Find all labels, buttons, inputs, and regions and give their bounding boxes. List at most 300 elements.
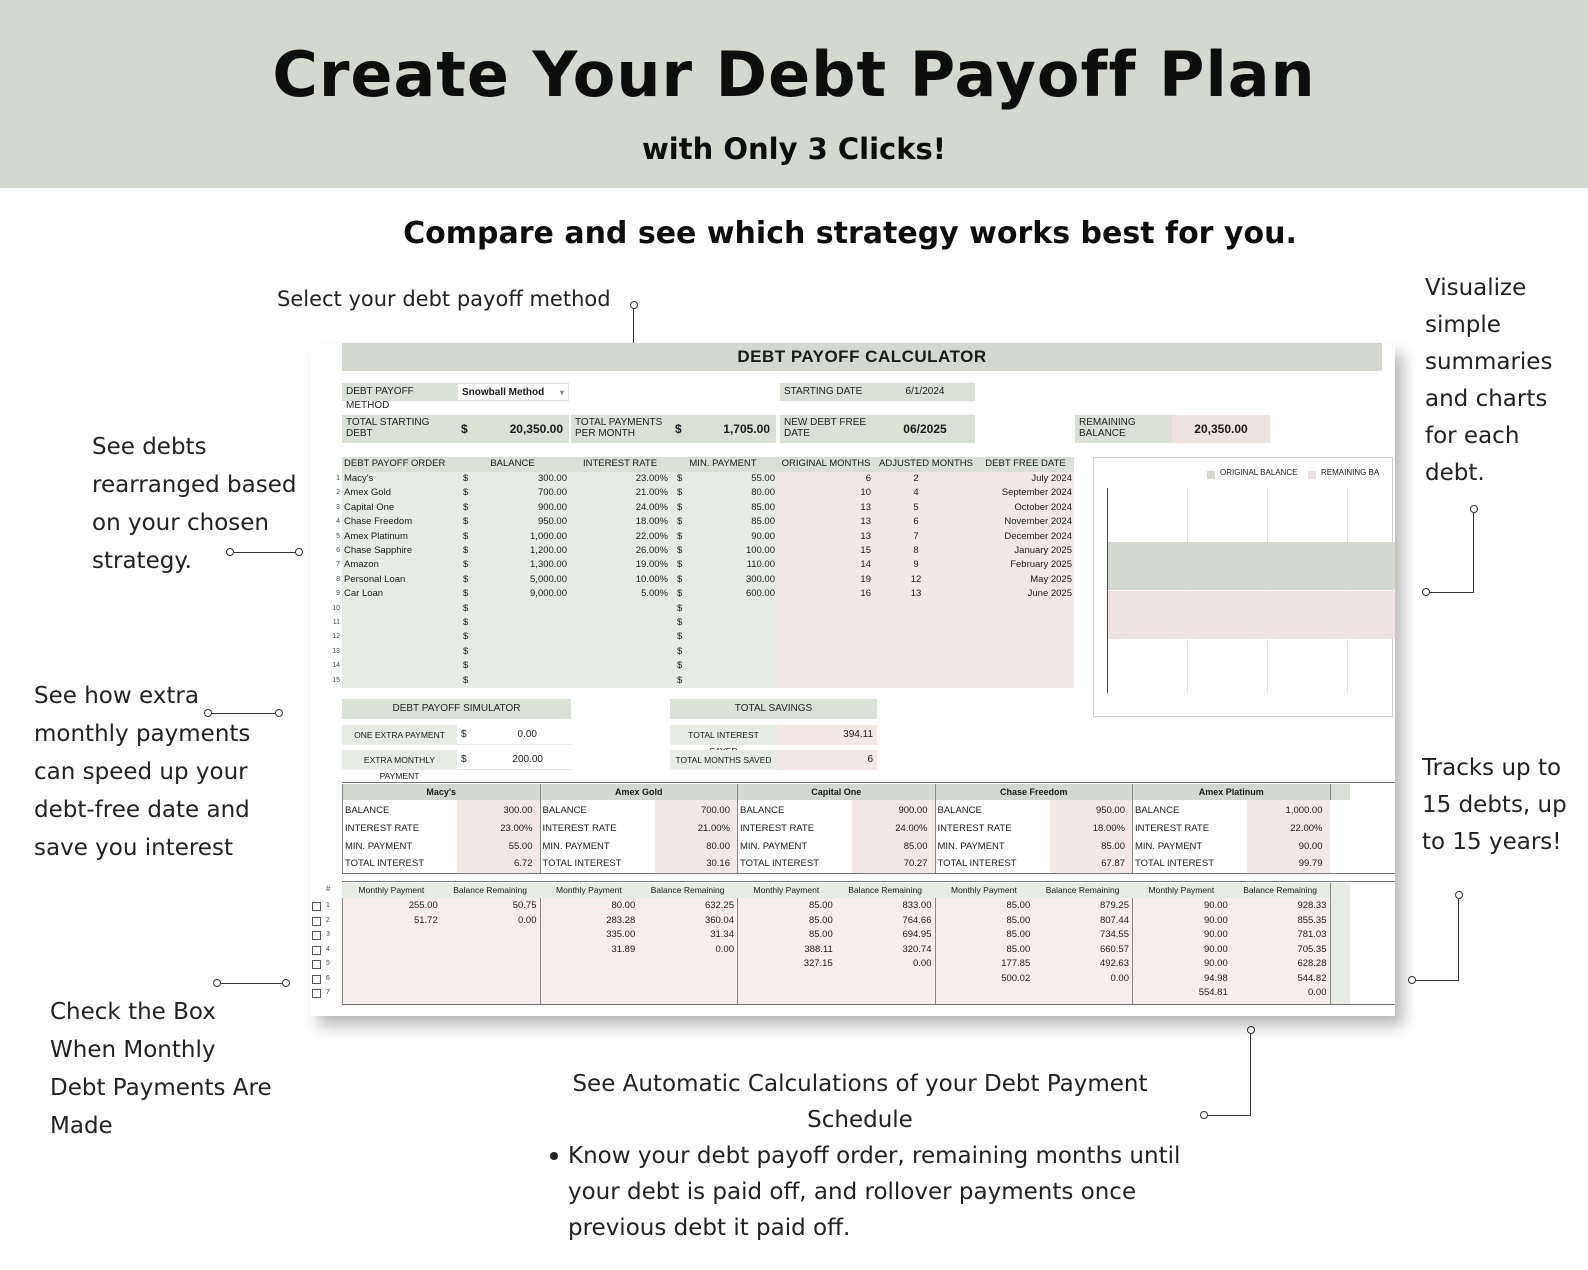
- connector-dot: [282, 979, 290, 987]
- row-number: 8: [336, 575, 340, 583]
- starting-date-label: STARTING DATE: [780, 383, 875, 401]
- debt-free-date: [977, 602, 1072, 616]
- debt-name[interactable]: Personal Loan: [344, 573, 406, 585]
- balance-remaining: [441, 928, 537, 943]
- one-extra-input[interactable]: $ 0.00: [457, 725, 571, 745]
- debt-name[interactable]: [344, 630, 459, 644]
- row-number: 3: [336, 503, 340, 511]
- debt-min-payment[interactable]: 85.00: [751, 516, 775, 528]
- monthly-payment: [935, 986, 1031, 1001]
- total-payments-value: $ 1,705.00: [671, 415, 776, 443]
- original-months: 16: [860, 588, 871, 600]
- table-header: MIN. PAYMENT: [689, 458, 757, 469]
- balance-remaining: 807.44: [1099, 914, 1129, 926]
- debt-min-payment[interactable]: 110.00: [746, 559, 775, 571]
- method-label: DEBT PAYOFF METHOD: [342, 383, 457, 401]
- connector-dot: [1408, 976, 1416, 984]
- currency-symbol: $: [677, 487, 683, 499]
- panel-title: Capital One: [737, 784, 935, 800]
- connector-dot: [1455, 891, 1463, 899]
- schedule-hash: #: [326, 884, 331, 893]
- debt-name[interactable]: Macy's: [344, 473, 374, 484]
- original-months: [777, 674, 875, 688]
- table-header: ADJUSTED MONTHS: [879, 458, 973, 469]
- callout-automatic: See Automatic Calculations of your Debt Payment Schedule: [572, 1071, 1148, 1133]
- original-months: 13: [860, 501, 871, 513]
- row-number: 13: [332, 647, 340, 655]
- panel-label: MIN. PAYMENT: [740, 840, 808, 852]
- debt-free-date: January 2025: [1014, 545, 1072, 556]
- debt-free-date: [977, 674, 1072, 688]
- monthly-payment: 85.00: [1006, 914, 1031, 926]
- debt-free-date: November 2024: [1004, 516, 1072, 528]
- balance-remaining: [441, 986, 537, 1001]
- schedule-row-number: 6: [326, 974, 330, 982]
- row-number: 10: [332, 604, 340, 612]
- extra-monthly-input[interactable]: $ 200.00: [457, 750, 571, 770]
- panel-min: 90.00: [1298, 840, 1323, 852]
- balance-remaining: [441, 943, 537, 958]
- debt-rate[interactable]: 18.00%: [635, 516, 668, 528]
- balance-remaining: 764.66: [902, 914, 932, 926]
- debt-name[interactable]: [344, 659, 459, 673]
- balance-remaining: [638, 957, 734, 972]
- monthly-payment: 85.00: [808, 900, 833, 911]
- connector-line: [1414, 980, 1459, 981]
- panel-interest: 30.16: [706, 858, 730, 870]
- debt-balance[interactable]: 1,200.00: [530, 545, 567, 556]
- schedule-header: Monthly Payment: [540, 883, 639, 898]
- debt-free-date: May 2025: [1030, 573, 1072, 585]
- monthly-payment: 85.00: [808, 914, 833, 926]
- method-select[interactable]: Snowball Method ▾: [457, 383, 569, 401]
- currency-symbol: $: [677, 573, 683, 585]
- debt-rate[interactable]: 24.00%: [635, 501, 668, 513]
- schedule-row-number: 7: [326, 989, 330, 996]
- debt-free-date: December 2024: [1004, 530, 1072, 542]
- adjusted-months: 4: [913, 487, 919, 499]
- panel-rate: 18.00%: [1092, 822, 1125, 834]
- debt-min-payment[interactable]: 90.00: [751, 530, 775, 542]
- debt-rate[interactable]: [570, 659, 668, 673]
- debt-rate[interactable]: [570, 645, 668, 659]
- balance-remaining: [1033, 986, 1129, 1001]
- debt-name[interactable]: Capital One: [344, 501, 395, 513]
- debt-free-date: February 2025: [1010, 559, 1072, 571]
- debt-min-payment[interactable]: 85.00: [751, 501, 775, 513]
- balance-remaining: [836, 972, 932, 987]
- payment-checkbox[interactable]: [312, 931, 321, 940]
- monthly-payment: 85.00: [1006, 929, 1031, 940]
- monthly-payment: 85.00: [1006, 900, 1031, 911]
- currency-symbol: $: [463, 617, 469, 628]
- debt-name[interactable]: Car Loan: [344, 588, 384, 600]
- monthly-payment: 85.00: [1006, 943, 1031, 955]
- original-months: [777, 630, 875, 644]
- panel-label: MIN. PAYMENT: [345, 840, 413, 852]
- currency-symbol: $: [677, 473, 683, 484]
- panel-partial: [1330, 784, 1350, 800]
- debt-min-payment[interactable]: 300.00: [745, 573, 775, 585]
- connector-line: [212, 713, 276, 714]
- currency-symbol: $: [463, 516, 469, 528]
- original-months: 13: [860, 530, 871, 542]
- balance-remaining: 360.04: [704, 914, 734, 926]
- monthly-payment: [342, 928, 438, 943]
- legend-swatch-original: [1207, 471, 1215, 479]
- panel-rate: 24.00%: [895, 822, 928, 834]
- currency-symbol: $: [463, 660, 469, 672]
- debt-free-date: June 2025: [1027, 588, 1072, 600]
- debt-balance[interactable]: [475, 616, 567, 630]
- schedule-header: Monthly Payment: [342, 883, 441, 898]
- monthly-payment: 90.00: [1203, 914, 1228, 926]
- currency-symbol: $: [677, 617, 683, 628]
- debt-rate[interactable]: [570, 630, 668, 644]
- panel-label: BALANCE: [937, 805, 982, 816]
- debt-balance[interactable]: [475, 630, 567, 644]
- debt-name[interactable]: [344, 602, 459, 616]
- panel-label: MIN. PAYMENT: [1135, 840, 1203, 852]
- panel-interest: 99.79: [1298, 858, 1323, 870]
- adjusted-months: 2: [913, 473, 919, 484]
- monthly-payment: 283.28: [606, 914, 636, 926]
- panel-balance: 900.00: [898, 805, 928, 816]
- schedule-header: Balance Remaining: [836, 883, 935, 898]
- debt-min-payment[interactable]: 600.00: [745, 588, 775, 600]
- balance-remaining: 0.00: [913, 958, 932, 969]
- balance-remaining: 734.55: [1099, 929, 1129, 940]
- panel-label: TOTAL INTEREST: [345, 858, 425, 870]
- monthly-payment: 177.85: [1001, 958, 1031, 969]
- balance-remaining: [441, 957, 537, 972]
- connector-line: [1250, 1034, 1251, 1116]
- monthly-payment: [342, 986, 438, 1001]
- panel-title: Macy's: [342, 784, 540, 800]
- debt-min-payment[interactable]: [690, 630, 775, 644]
- connector-dot: [630, 301, 638, 309]
- debt-rate[interactable]: 19.00%: [635, 559, 668, 571]
- monthly-payment: [737, 972, 833, 987]
- debt-free-date: [977, 645, 1072, 659]
- chevron-down-icon[interactable]: ▾: [559, 388, 564, 397]
- adjusted-months: [875, 659, 977, 673]
- debt-rate[interactable]: 23.00%: [635, 473, 668, 484]
- schedule-header: Monthly Payment: [737, 883, 836, 898]
- currency-symbol: $: [463, 530, 469, 542]
- panel-interest: 67.87: [1101, 858, 1125, 870]
- panel-label: INTEREST RATE: [740, 822, 815, 834]
- debt-balance[interactable]: 700.00: [537, 487, 567, 499]
- monthly-payment: 255.00: [408, 900, 438, 911]
- row-number: 15: [332, 676, 340, 684]
- debt-min-payment[interactable]: 80.00: [751, 487, 775, 499]
- balance-remaining: 928.33: [1297, 900, 1327, 911]
- connector-dot: [295, 548, 303, 556]
- panel-rate: 23.00%: [500, 822, 533, 834]
- adjusted-months: 7: [913, 530, 919, 542]
- starting-date-value[interactable]: 6/1/2024: [875, 383, 975, 401]
- panel-min: 55.00: [508, 840, 533, 852]
- debt-balance[interactable]: 5,000.00: [530, 573, 567, 585]
- row-number: 6: [336, 547, 340, 554]
- debt-free-date: September 2024: [1001, 487, 1072, 499]
- currency-symbol: $: [463, 545, 469, 556]
- debt-min-payment[interactable]: 100.00: [745, 545, 775, 556]
- callout-bullet: Know your debt payoff order, remaining months until your debt is paid off, and rollover payments once previous debt it paid off.: [568, 1143, 1181, 1241]
- debt-min-payment[interactable]: [690, 674, 775, 688]
- panel-balance: 1,000.00: [1285, 805, 1323, 816]
- debt-name[interactable]: Chase Sapphire: [344, 545, 413, 556]
- schedule-header: Balance Remaining: [1231, 883, 1330, 898]
- schedule-partial: [1330, 883, 1350, 1004]
- debt-rate[interactable]: 5.00%: [641, 588, 668, 600]
- panel-title: Amex Platinum: [1132, 784, 1330, 800]
- monthly-payment: 335.00: [606, 929, 636, 940]
- months-saved-label: TOTAL MONTHS SAVED: [670, 750, 777, 770]
- balance-remaining: 0.00: [518, 914, 537, 926]
- row-number: 7: [336, 561, 340, 569]
- panel-title: Amex Gold: [540, 784, 738, 800]
- connector-dot: [275, 709, 283, 717]
- panel-label: INTEREST RATE: [345, 822, 420, 834]
- page-subtitle: with Only 3 Clicks!: [642, 132, 946, 166]
- total-starting-debt-value: $ 20,350.00: [457, 415, 569, 443]
- debt-balance[interactable]: [475, 674, 567, 688]
- monthly-payment: 85.00: [808, 929, 833, 940]
- callout-select-method: Select your debt payoff method: [277, 287, 611, 311]
- monthly-payment: 388.11: [804, 943, 833, 955]
- schedule-row-number: 2: [326, 916, 330, 924]
- table-header: DEBT FREE DATE: [985, 458, 1066, 469]
- debt-min-payment[interactable]: [690, 616, 775, 630]
- total-starting-debt-label: TOTAL STARTING DEBT: [342, 415, 457, 443]
- row-number: 2: [336, 489, 340, 497]
- page-title: Create Your Debt Payoff Plan: [272, 38, 1316, 111]
- panel-label: BALANCE: [542, 805, 587, 816]
- debt-balance[interactable]: 1,000.00: [530, 530, 567, 542]
- connector-line: [1428, 592, 1474, 593]
- payment-checkbox[interactable]: [312, 917, 321, 926]
- callout-see-debts: See debts rearranged based on your chosen strategy.: [92, 434, 297, 574]
- payment-checkbox[interactable]: [312, 975, 321, 984]
- currency-symbol: $: [463, 631, 469, 643]
- schedule-header: Monthly Payment: [935, 883, 1034, 898]
- row-number: 14: [332, 662, 340, 670]
- original-months: [777, 659, 875, 673]
- connector-dot: [226, 548, 234, 556]
- debt-name[interactable]: Chase Freedom: [344, 516, 413, 528]
- panel-rate: 22.00%: [1290, 822, 1323, 834]
- callout-extra-payments: See how extra monthly payments can speed up your debt-free date and save you interest: [34, 683, 251, 861]
- payment-checkbox[interactable]: [312, 946, 321, 955]
- adjusted-months: [875, 674, 977, 688]
- connector-dot: [1247, 1026, 1255, 1034]
- monthly-payment: [342, 957, 438, 972]
- adjusted-months: 12: [910, 573, 922, 585]
- months-saved-value: 6: [777, 750, 877, 770]
- panel-label: INTEREST RATE: [937, 822, 1012, 834]
- debt-rate[interactable]: [570, 616, 668, 630]
- row-number: 12: [332, 633, 340, 641]
- debt-balance[interactable]: 1,300.00: [530, 559, 567, 571]
- monthly-payment: 94.98: [1203, 972, 1228, 984]
- remaining-balance-label: REMAINING BALANCE: [1075, 415, 1172, 443]
- debt-min-payment[interactable]: 55.00: [751, 473, 775, 484]
- panel-balance: 950.00: [1095, 805, 1125, 816]
- adjusted-months: 8: [913, 545, 919, 556]
- debt-name[interactable]: [344, 616, 459, 630]
- debt-rate[interactable]: 21.00%: [635, 487, 668, 499]
- balance-remaining: 50.75: [512, 900, 537, 911]
- compare-heading: Compare and see which strategy works best for you.: [403, 216, 1297, 251]
- panel-label: TOTAL INTEREST: [740, 858, 820, 870]
- balance-remaining: 0.00: [1308, 987, 1327, 998]
- schedule-header: Monthly Payment: [1132, 883, 1231, 898]
- panel-title: Chase Freedom: [935, 784, 1133, 800]
- balance-remaining: 781.03: [1297, 929, 1327, 940]
- panel-balance: 700.00: [700, 805, 730, 816]
- debt-name[interactable]: Amex Platinum: [344, 530, 408, 542]
- adjusted-months: 9: [913, 559, 919, 571]
- legend-original: ORIGINAL BALANCE: [1220, 468, 1298, 477]
- legend-swatch-remaining: [1308, 471, 1316, 479]
- debt-name[interactable]: [344, 645, 459, 659]
- monthly-payment: [342, 943, 438, 958]
- connector-dot: [1200, 1111, 1208, 1119]
- debt-name[interactable]: Amex Gold: [344, 487, 391, 499]
- schedule-row-number: 5: [326, 960, 330, 967]
- row-number: 1: [336, 475, 340, 482]
- panel-label: BALANCE: [740, 805, 785, 816]
- panel-min: 80.00: [706, 840, 730, 852]
- balance-remaining: [836, 986, 932, 1001]
- balance-remaining: 833.00: [902, 900, 932, 911]
- debt-rate[interactable]: [570, 602, 668, 616]
- currency-symbol: $: [677, 516, 683, 528]
- debt-min-payment[interactable]: [690, 602, 775, 616]
- payment-checkbox[interactable]: [312, 902, 321, 911]
- interest-saved-label: TOTAL INTEREST: [670, 725, 777, 745]
- currency-symbol: $: [463, 573, 469, 585]
- debt-balance[interactable]: 9,000.00: [530, 588, 567, 600]
- chart-bar-remaining: [1108, 591, 1395, 639]
- panel-label: MIN. PAYMENT: [937, 840, 1005, 852]
- row-number: 5: [336, 532, 340, 540]
- payment-checkbox[interactable]: [312, 960, 321, 969]
- total-payments-label: TOTAL PAYMENTS PER MONTH: [571, 415, 671, 443]
- calculator-title: DEBT PAYOFF CALCULATOR: [342, 343, 1382, 371]
- extra-monthly-label: EXTRA MONTHLY PAYMENT: [342, 750, 457, 770]
- panel-label: TOTAL INTEREST: [542, 858, 622, 870]
- debt-balance[interactable]: [475, 645, 567, 659]
- panel-label: INTEREST RATE: [1135, 822, 1210, 834]
- balance-remaining: 544.82: [1297, 972, 1327, 984]
- currency-symbol: $: [677, 602, 683, 614]
- debt-rate[interactable]: 22.00%: [635, 530, 668, 542]
- adjusted-months: [875, 602, 977, 616]
- balance-remaining: 705.35: [1297, 943, 1327, 955]
- panel-interest: 6.72: [514, 858, 533, 870]
- schedule-row-number: 4: [326, 945, 330, 953]
- debt-balance[interactable]: [475, 659, 567, 673]
- currency-symbol: $: [463, 501, 469, 513]
- schedule-header: Balance Remaining: [1033, 883, 1132, 898]
- table-header: DEBT PAYOFF ORDER: [344, 458, 446, 469]
- chart-bar-original: [1108, 542, 1395, 590]
- balance-remaining: 632.25: [704, 900, 734, 911]
- adjusted-months: 5: [913, 501, 919, 513]
- currency-symbol: $: [463, 645, 469, 657]
- schedule-row-number: 3: [326, 931, 330, 938]
- callout-visualize: Visualize simple summaries and charts for each debt.: [1425, 275, 1553, 486]
- monthly-payment: [737, 986, 833, 1001]
- debt-balance[interactable]: [475, 602, 567, 616]
- currency-symbol: $: [463, 588, 469, 600]
- currency-symbol: $: [677, 660, 683, 672]
- adjusted-months: [875, 645, 977, 659]
- debt-balance[interactable]: 950.00: [537, 516, 567, 528]
- original-months: 19: [860, 573, 871, 585]
- currency-symbol: $: [677, 559, 683, 571]
- balance-remaining: [638, 986, 734, 1001]
- monthly-payment: 90.00: [1203, 929, 1228, 940]
- balance-remaining: 31.34: [710, 929, 734, 940]
- debt-rate[interactable]: 10.00%: [635, 573, 668, 585]
- connector-dot: [1470, 505, 1478, 513]
- debt-rate[interactable]: 26.00%: [635, 545, 668, 556]
- debt-name[interactable]: Amazon: [344, 559, 379, 571]
- schedule-row-number: 1: [326, 902, 330, 909]
- connector-line: [221, 983, 283, 984]
- balance-remaining: 660.57: [1099, 943, 1129, 955]
- currency-symbol: $: [677, 545, 683, 556]
- debt-balance[interactable]: 900.00: [537, 501, 567, 513]
- panel-label: MIN. PAYMENT: [542, 840, 610, 852]
- callout-tracks: Tracks up to 15 debts, up to 15 years!: [1422, 755, 1567, 855]
- balance-remaining: 694.95: [902, 929, 932, 940]
- row-number: 4: [336, 518, 340, 526]
- original-months: 10: [860, 487, 871, 499]
- panel-interest: 70.27: [903, 858, 928, 870]
- balance-remaining: 320.74: [902, 943, 932, 955]
- debt-min-payment[interactable]: [690, 645, 775, 659]
- currency-symbol: $: [677, 530, 683, 542]
- debt-free-date: [977, 616, 1072, 630]
- debt-rate[interactable]: [570, 674, 668, 688]
- original-months: [777, 616, 875, 630]
- debt-min-payment[interactable]: [690, 659, 775, 673]
- panel-rate: 21.00%: [697, 822, 730, 834]
- balance-remaining: 855.35: [1297, 914, 1327, 926]
- debt-balance[interactable]: 300.00: [537, 473, 567, 484]
- interest-saved-value: 394.11: [777, 725, 877, 745]
- original-months: 13: [860, 516, 871, 528]
- balance-remaining: [638, 972, 734, 987]
- monthly-payment: 90.00: [1203, 958, 1228, 969]
- currency-symbol: $: [463, 559, 469, 571]
- debt-free-date: [977, 659, 1072, 673]
- original-months: 6: [865, 473, 871, 484]
- currency-symbol: $: [463, 487, 469, 499]
- adjusted-months: [875, 630, 977, 644]
- payment-checkbox[interactable]: [312, 989, 321, 998]
- debt-free-date: [977, 630, 1072, 644]
- currency-symbol: $: [463, 473, 469, 484]
- table-header: INTEREST RATE: [582, 458, 658, 469]
- debt-free-date: October 2024: [1014, 501, 1072, 513]
- debt-name[interactable]: [344, 674, 459, 688]
